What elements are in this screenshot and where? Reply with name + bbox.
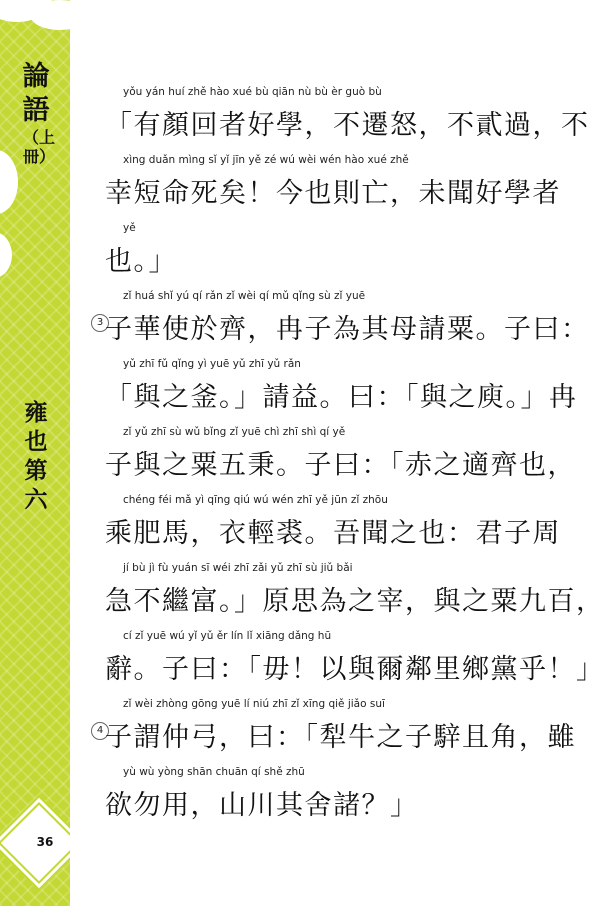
pinyin-annotation: xìng duǎn mìng sǐ yǐ jīn yě zé wú wèi wén hào xué zhě <box>123 154 409 166</box>
chinese-text: 欲勿用，山川其舍諸？」 <box>105 790 419 821</box>
brush-stroke <box>0 150 18 214</box>
chinese-text: 子謂仲弓，曰：「犁牛之子騂且角，雖 <box>105 722 576 753</box>
text-line <box>105 494 585 562</box>
text-line <box>105 562 605 630</box>
chinese-text: 「有顏回者好學，不遷怒，不貳過，不 <box>105 110 590 141</box>
chinese-text: 子與之粟五秉。子曰：「赤之適齊也， <box>105 450 576 481</box>
pinyin-annotation: yù wù yòng shān chuān qí shě zhū <box>123 766 305 778</box>
text-line <box>105 426 585 494</box>
brush-stroke <box>30 0 70 30</box>
pinyin-annotation: zǐ huá shǐ yú qí rǎn zǐ wèi qí mǔ qǐng sù zǐ yuē <box>123 290 366 302</box>
volume-label: （上冊） <box>23 128 56 166</box>
text-line <box>105 154 585 222</box>
chinese-text: 乘肥馬，衣輕裘。吾聞之也：君子周 <box>105 518 561 549</box>
brush-stroke <box>0 232 12 278</box>
pinyin-annotation: zǐ yǔ zhī sù wǔ bǐng zǐ yuē chì zhī shì qí yě <box>123 426 346 438</box>
chinese-text: 「與之釜。」請益。曰：「與之庾。」冉 <box>105 382 578 413</box>
chinese-text: 也。」 <box>105 246 177 277</box>
chapter-title: 雍也第六 <box>24 399 48 513</box>
pinyin-annotation: yǔ zhī fǔ qǐng yì yuē yǔ zhī yǔ rǎn <box>123 358 301 370</box>
text-line <box>105 766 585 834</box>
book-title: 論語 <box>22 61 50 126</box>
text-line <box>105 630 605 698</box>
text-line <box>96 290 590 358</box>
chinese-text: 急不繼富。」原思為之宰，與之粟九百， <box>105 586 605 617</box>
chinese-text: 辭。子曰：「毋！以與爾鄰里鄉黨乎！」 <box>105 654 605 685</box>
text-line <box>105 358 585 426</box>
paragraph-number: 4 <box>91 722 109 740</box>
pinyin-annotation: zǐ wèi zhòng gōng yuē lí niú zhī zǐ xīng qiě jiǎo suī <box>123 698 385 710</box>
sidebar <box>0 0 70 906</box>
text-line <box>96 698 585 766</box>
pinyin-annotation: yě <box>123 222 136 234</box>
pinyin-annotation: jí bù jì fù yuán sī wéi zhī zǎi yǔ zhī sù jiǔ bǎi <box>123 562 353 574</box>
pinyin-annotation: cí zǐ yuē wú yǐ yǔ ěr lín lǐ xiāng dǎng hū <box>123 630 332 642</box>
main-text <box>96 86 605 834</box>
chinese-text: 子華使於齊，冉子為其母請粟。子曰： <box>105 314 590 345</box>
text-line <box>105 222 585 290</box>
chinese-text: 幸短命死矣！今也則亡，未聞好學者 <box>105 178 561 209</box>
pinyin-annotation: yǒu yán huí zhě hào xué bù qiān nù bù èr guò bù <box>123 86 382 98</box>
page-number: 36 <box>36 835 54 849</box>
pinyin-annotation: chéng féi mǎ yì qīng qiú wú wén zhī yě jūn zǐ zhōu <box>123 494 388 506</box>
text-line <box>105 86 590 154</box>
paragraph-number: 3 <box>91 314 109 332</box>
